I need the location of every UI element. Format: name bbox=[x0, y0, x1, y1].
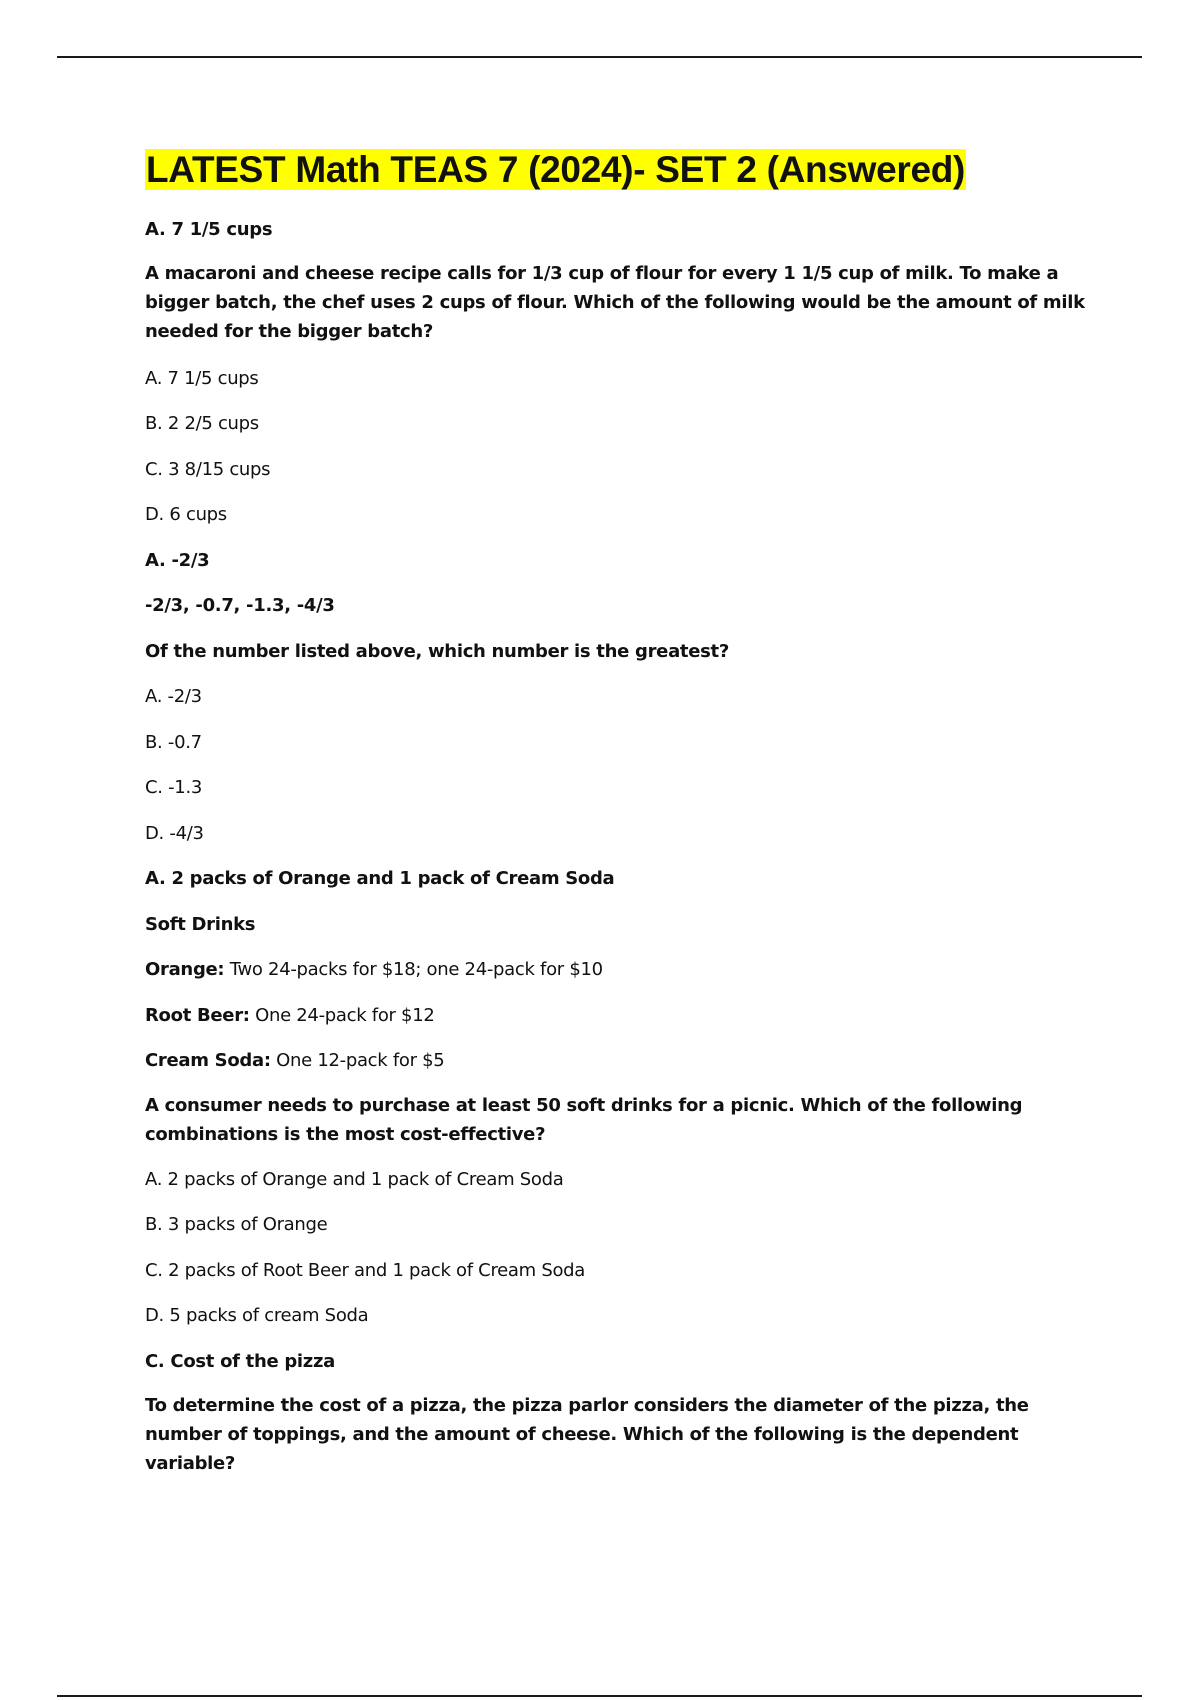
answer-line: A. 2 packs of Orange and 1 pack of Cream Soda bbox=[145, 868, 615, 889]
bottom-rule bbox=[57, 1695, 1142, 1697]
price-label: Orange: bbox=[145, 959, 225, 980]
question-prompt: Of the number listed above, which number is the greatest? bbox=[145, 641, 729, 662]
question-prompt: A macaroni and cheese recipe calls for 1/3 cup of flour for every 1 1/5 cup of milk. To make a bigger batch, the chef uses 2 cups of flour. Which of the following would be the amount of milk needed for the bigger batch? bbox=[145, 263, 1085, 342]
answer-option: D. 6 cups bbox=[145, 504, 227, 525]
price-line-root-beer bbox=[145, 1001, 1090, 1030]
answer-option: C. 2 packs of Root Beer and 1 pack of Cream Soda bbox=[145, 1260, 586, 1281]
title-highlight: LATEST Math TEAS 7 (2024)- SET 2 (Answered) bbox=[146, 149, 966, 190]
price-list-title: Soft Drinks bbox=[145, 914, 256, 935]
document-title bbox=[145, 146, 966, 194]
price-line-orange bbox=[145, 955, 1090, 984]
price-text: One 12-pack for $5 bbox=[270, 1050, 445, 1071]
answer-option: C. 3 8/15 cups bbox=[145, 459, 271, 480]
answer-line: A. -2/3 bbox=[145, 550, 210, 571]
price-label: Root Beer: bbox=[145, 1005, 250, 1026]
number-list: -2/3, -0.7, -1.3, -4/3 bbox=[145, 595, 335, 616]
top-rule bbox=[57, 56, 1142, 58]
answer-option: B. 2 2/5 cups bbox=[145, 413, 259, 434]
question-prompt: A consumer needs to purchase at least 50 soft drinks for a picnic. Which of the following combinations is the most cost-effective? bbox=[145, 1095, 1023, 1145]
answer-line: C. Cost of the pizza bbox=[145, 1351, 335, 1372]
answer-line: A. 7 1/5 cups bbox=[145, 219, 273, 240]
answer-option: A. -2/3 bbox=[145, 686, 202, 707]
answer-option: A. 7 1/5 cups bbox=[145, 368, 259, 389]
price-text: Two 24-packs for $18; one 24-pack for $10 bbox=[224, 959, 603, 980]
answer-option: B. 3 packs of Orange bbox=[145, 1214, 328, 1235]
answer-option: C. -1.3 bbox=[145, 777, 203, 798]
answer-option: A. 2 packs of Orange and 1 pack of Cream Soda bbox=[145, 1169, 564, 1190]
answer-option: D. 5 packs of cream Soda bbox=[145, 1305, 369, 1326]
price-label: Cream Soda: bbox=[145, 1050, 271, 1071]
price-line-cream-soda bbox=[145, 1046, 1090, 1075]
answer-option: D. -4/3 bbox=[145, 823, 204, 844]
question-prompt: To determine the cost of a pizza, the pizza parlor considers the diameter of the pizza, the number of toppings, and the amount of cheese. Which of the following is the dependent variable? bbox=[145, 1395, 1029, 1474]
answer-option: B. -0.7 bbox=[145, 732, 202, 753]
price-text: One 24-pack for $12 bbox=[249, 1005, 435, 1026]
